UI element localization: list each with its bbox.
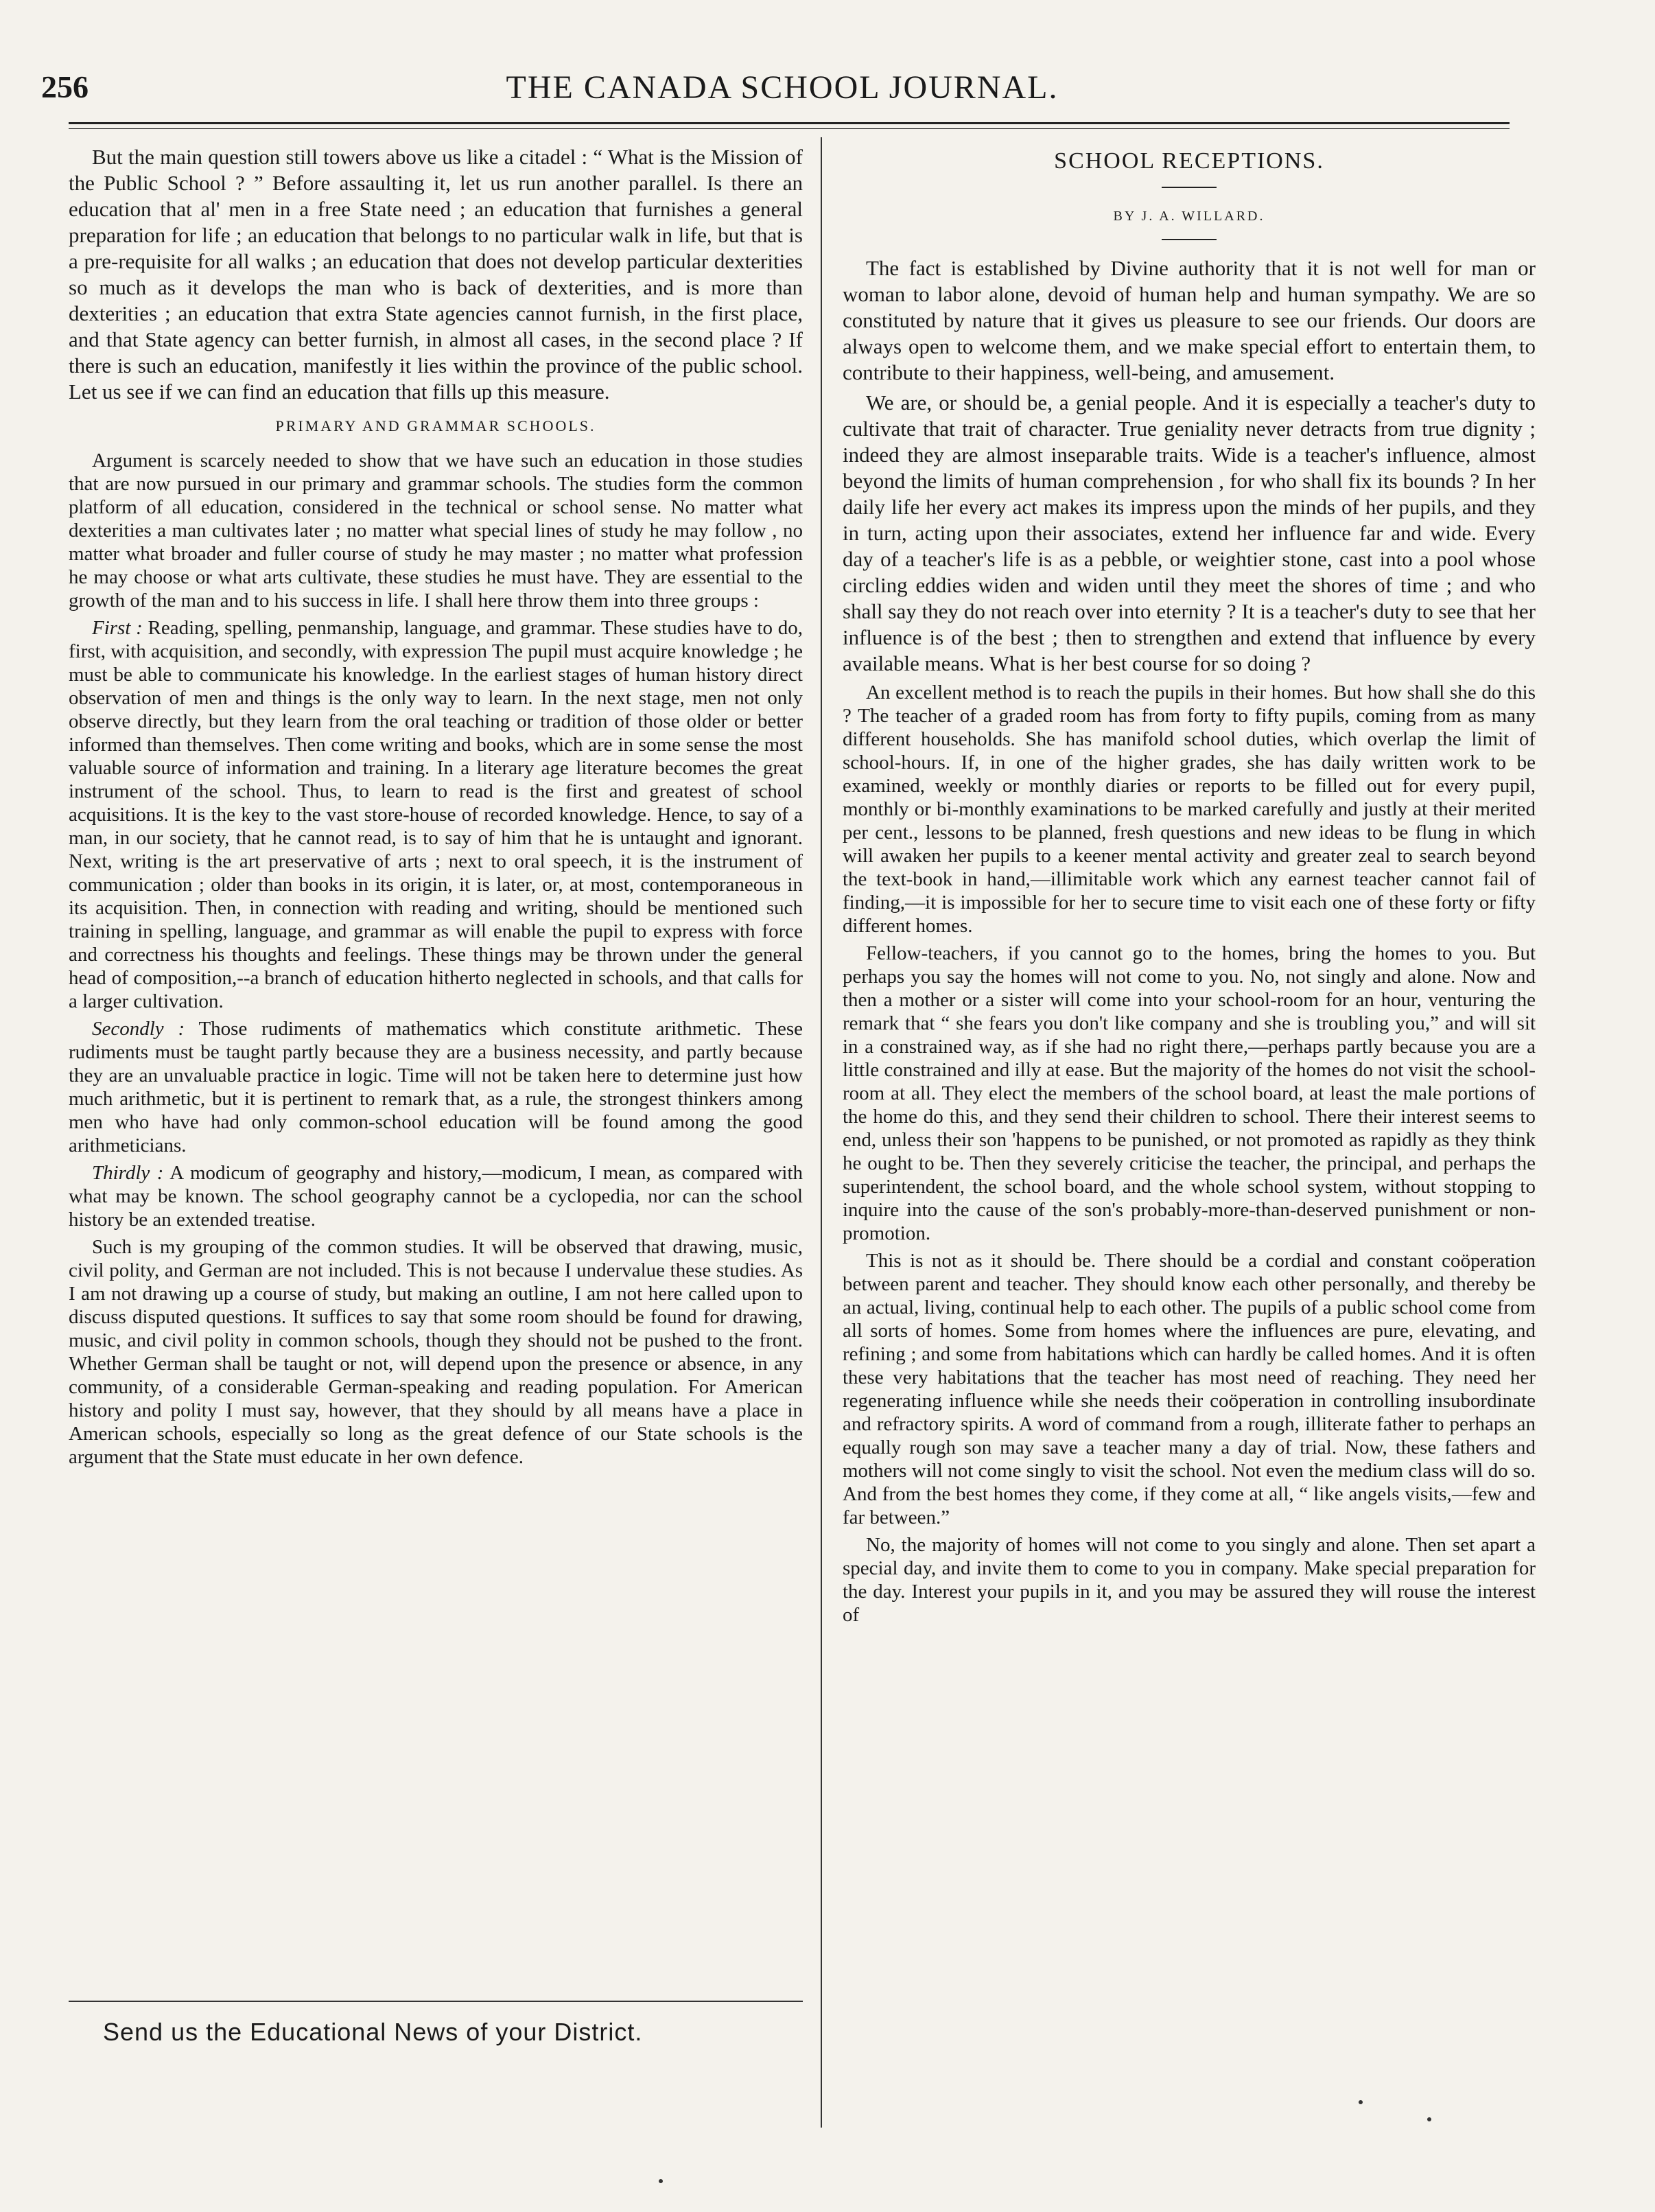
print-speck	[1427, 2117, 1431, 2121]
paragraph-grouping: Such is my grouping of the common studies. It will be observed that drawing, music, civil polity, and German are not included. This is not because I undervalue these studies. As I am not drawing up a course of study, but making an outline, I am not here called upon to discuss disputed questions. It suffices to say that some room should be found for drawing, music, and civil polity in common schools, though they should not be pushed to the front. Whether German shall be taught or not, will depend upon the presence or absence, in any community, of a considerable German-speaking and reading population. For American history and polity I must say, however, that they should by all means have a place in American schools, especially so long as the great defence of our State schools is the argument that the State must educate in her own defence.	[69, 1236, 803, 1468]
page-header	[41, 69, 1523, 117]
third-text: A modicum of geography and history,—modicum, I mean, as compared with what may be known. The school geography cannot be a cyclopedia, nor can the school history be an extended treatise.	[69, 1162, 803, 1231]
second-label: Secondly :	[92, 1018, 185, 1040]
first-text: Reading, spelling, penmanship, language, and grammar. These studies have to do, first, with acquisition, and secondly, with expression The pupil must acquire knowledge ; he must be able to communicate his knowledge. In the earliest stages of human history direct observation of men and things is the only way to learn. In the next stage, men not only observe directly, but they learn from the oral teaching or tradition of those older or better informed than themselves. Then come writing and books, which are in some sense the most valuable source of information and training. In a literary age literature becomes the great instrument of the school. Thus, to learn to read is the first and greatest of school acquisitions. It is the key to the vast store-house of recorded knowledge. Hence, to say of a man, in our society, that he cannot read, is to say of him that he is untaught and ignorant. Next, writing is the art preservative of arts ; next to oral speech, it is the instrument of communication ; older than books in its origin, it is later, or, at most, contemporaneous in its acquisition. Then, in connection with reading and writing, should be mentioned such training in spelling, language, and grammar as will enable the pupil to express with force and correctness his thoughts and feelings. These things may be thrown under the general head of composition,--a branch of education hitherto neglected in schools, and that calls for a larger cultivation.	[69, 617, 803, 1012]
paragraph-second-group	[69, 1017, 803, 1157]
right-column	[843, 144, 1536, 1631]
article-title: SCHOOL RECEPTIONS.	[1054, 148, 1324, 174]
third-label: Thirdly :	[92, 1162, 164, 1184]
footer-rule	[69, 2001, 803, 2002]
paragraph-first-group	[69, 616, 803, 1013]
byline: BY J. A. WILLARD.	[1113, 209, 1265, 224]
paragraph-3: An excellent method is to reach the pupils in their homes. But how shall she do this ? The teacher of a graded room has from forty to fifty pupils, coming from as many different households. She has manifold school duties, which overlap the limit of school-hours. If, in one of the higher grades, she has daily written work to be examined, weekly or monthly diaries or reports to be filled out for every pupil, monthly or bi-monthly examinations to be marked carefully and justly at their merited per cent., lessons to be planned, fresh questions and new ideas to be flung in which will awaken her pupils to a keener mental activity and greater zeal to search beyond the text-book in hand,—illimitable work which any earnest teacher cannot fail of finding,—it is impossible for her to secure time to visit each one of these forty or fifty different homes.	[843, 682, 1536, 937]
paragraph-4: Fellow-teachers, if you cannot go to the homes, bring the homes to you. But perhaps you say the homes will not come to you. No, not singly and alone. Now and then a mother or a sister will come into your school-room for an hour, venturing the remark that “ she fears you don't like company and she is troubling you,” and will sit in a constrained way, as if she had no right there,—perhaps partly because you are a little constrained and illy at ease. But the majority of the homes do not visit the school-room at all. They elect the members of the school board, at least the male portions of the home do this, and they send their children to school. There their interest seems to end, unless their son 'happens to be punished, or not promoted as rapidly as they think he ought to be. Then they severely criticise the teacher, the principal, and perhaps the superintendent, the school board, and the whole school system, without stopping to inquire into the cause of the son's probably-more-than-deserved punishment or non-promotion.	[843, 942, 1536, 1244]
paragraph-5: This is not as it should be. There should be a cordial and constant coöperation between parent and teacher. They should know each other personally, and thereby be an actual, living, continual help to each other. The pupils of a public school come from all sorts of homes. Some from homes where the influences are pure, elevating, and refining ; and some from habitations which can hardly be called homes. And it is often these very habitations that the teacher has most need of reaching. They need her regenerating influence while she needs their coöperation in controlling insubordinate and refractory spirits. A word of command from a rough, illiterate father to perhaps an equally rough son may save a teacher many a day of trial. Now, these fathers and mothers will not come singly to visit the school. Not even the medium class will do so. And from the best homes they come, if they come at all, “ like angels visits,—few and far between.”	[843, 1250, 1536, 1528]
paragraph-2: We are, or should be, a genial people. And it is especially a teacher's duty to cultivate that trait of character. True geniality never detracts from true dignity ; indeed they are almost inseparable traits. Wide is a teacher's influence, almost beyond the limits of human comprehension , for who shall fix its bounds ? In her daily life her every act makes its impress upon the minds of her pupils, and they in turn, acting upon their associates, extend her influence far and wide. Every day of a teacher's life is as a pebble, or weightier stone, cast into a pool whose circling eddies widen and widen until they meet the shores of time ; and who shall say they do not reach over into eternity ? It is a teacher's duty to see that her influence is of the best ; then to strengthen and extend that influence by every available means. What is her best course for so doing ?	[843, 391, 1536, 675]
paragraph-third-group	[69, 1161, 803, 1231]
print-speck	[659, 2179, 663, 2183]
intro-paragraph: But the main question still towers above us like a citadel : “ What is the Mission of the Public School ? ” Before assaulting it, let us run another parallel. Is there an education that al' men in a free State need ; an education that furnishes a general preparation for life ; an education that belongs to no particular walk in life, but that is a pre-requisite for all walks ; an education that does not develop particular dexterities so much as it develops the man who is back of dexterities, and is more than dexterities ; an education that extra State agencies cannot furnish, in the first place, and that State agency can better furnish, in almost all cases, in the second place ? If there is such an education, manifestly it lies within the province of the public school. Let us see if we can find an education that fills up this measure.	[69, 145, 803, 404]
column-divider	[821, 137, 822, 2128]
section-heading: PRIMARY AND GRAMMAR SCHOOLS.	[275, 417, 596, 434]
page-number: 256	[41, 69, 89, 104]
footer-note: Send us the Educational News of your District.	[103, 2018, 643, 2046]
byline-rule	[1162, 239, 1217, 240]
journal-title: THE CANADA SCHOOL JOURNAL.	[506, 69, 1059, 106]
paragraph-1: The fact is established by Divine authority that it is not well for man or woman to labor alone, devoid of human help and human sympathy. We are so constituted by nature that it gives us pleasure to see our friends. Our doors are always open to welcome them, and we make special effort to entertain them, to contribute to their happiness, well-being, and amusement.	[843, 256, 1536, 384]
first-label: First :	[92, 617, 143, 639]
paragraph-argument: Argument is scarcely needed to show that we have such an education in those studies that are now pursued in our primary and grammar schools. The studies form the common platform of all education, considered in the technical or school sense. No matter what dexterities a man cultivates later ; no matter what special lines of study he may follow , no matter what broader and fuller course of study he may master ; no matter what profession he may choose or what arts cultivate, these studies he must have. They are essential to the growth of the man and to his success in life. I shall here throw them into three groups :	[69, 450, 803, 612]
paragraph-6: No, the majority of homes will not come to you singly and alone. Then set apart a special day, and invite them to come to you in company. Make special preparation for the day. Interest your pupils in it, and you may be assured they will rouse the interest of	[843, 1534, 1536, 1626]
title-rule	[1162, 187, 1217, 188]
print-speck	[1359, 2100, 1363, 2104]
second-text: Those rudiments of mathematics which constitute arithmetic. These rudiments must be taught partly because they are a business necessity, and partly because they are an unvaluable practice in logic. Time will not be taken here to determine just how much arithmetic, but it is pertinent to remark that, as a rule, the strongest thinkers among men who have had only common-school education will be found among the good arithmeticians.	[69, 1018, 803, 1156]
header-rule	[69, 122, 1510, 129]
left-column	[69, 144, 803, 1473]
